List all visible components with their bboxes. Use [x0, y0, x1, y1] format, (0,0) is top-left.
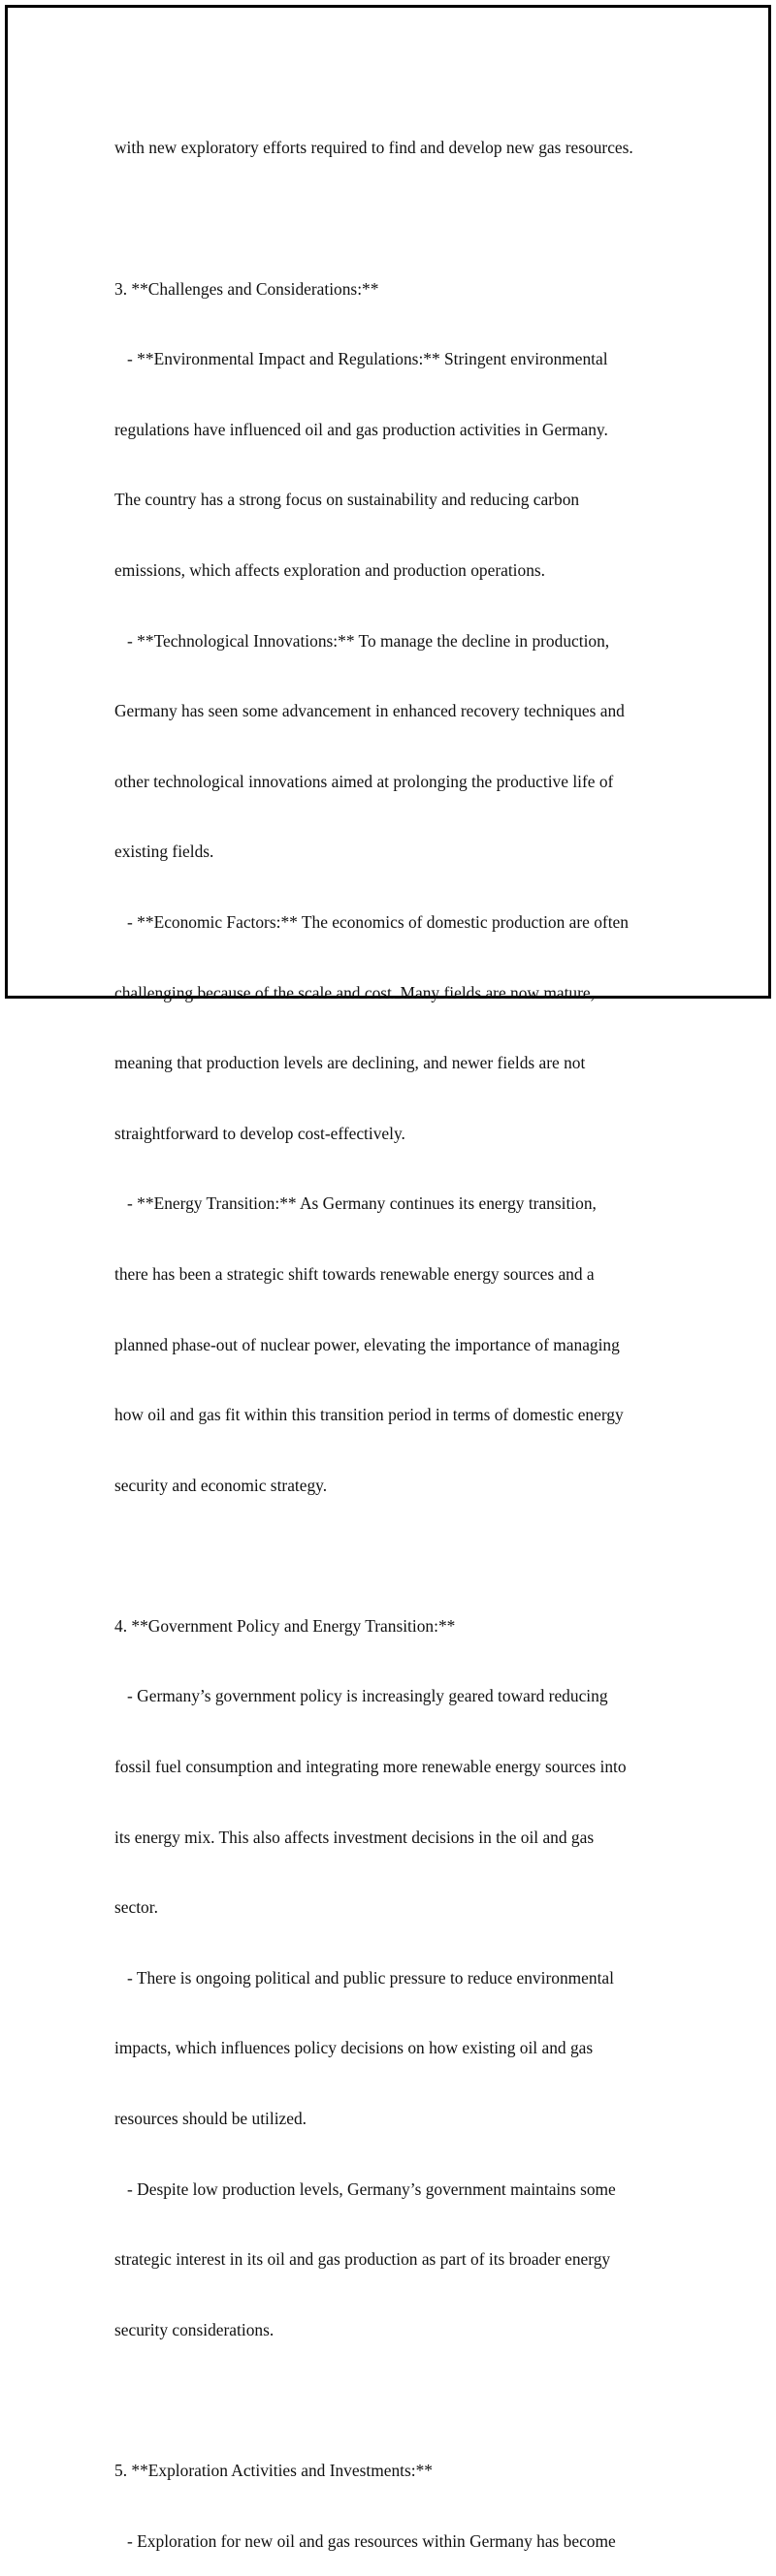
text-line: challenging because of the scale and cost. Many fields are now mature, [114, 982, 595, 1002]
text-line: regulations have influenced oil and gas production activities in Germany. [114, 419, 608, 439]
text-line: - **Environmental Impact and Regulations:** Stringent environmental [114, 349, 608, 369]
blank-line [114, 207, 696, 230]
text-line: planned phase-out of nuclear power, elevating the importance of managing [114, 1334, 620, 1354]
text-line: - Exploration for new oil and gas resources within Germany has become [114, 2530, 616, 2551]
text-line: other technological innovations aimed at prolonging the productive life of [114, 771, 614, 791]
text-line: Germany has seen some advancement in enhanced recovery techniques and [114, 701, 625, 721]
document-text [114, 89, 696, 2576]
text-line: - **Technological Innovations:** To manage the decline in production, [114, 630, 610, 651]
text-line: impacts, which influences policy decisions on how existing oil and gas [114, 2038, 594, 2058]
text-line: existing fields. [114, 842, 214, 862]
text-line: The country has a strong focus on sustainability and reducing carbon [114, 490, 580, 510]
text-line: - **Economic Factors:** The economics of domestic production are often [114, 911, 629, 932]
text-line: its energy mix. This also affects investment decisions in the oil and gas [114, 1827, 595, 1847]
text-line: fossil fuel consumption and integrating more renewable energy sources into [114, 1757, 627, 1777]
text-line: - Germany’s government policy is increasingly geared toward reducing [114, 1686, 608, 1706]
blank-line [114, 1543, 696, 1567]
text-line: there has been a strategic shift towards renewable energy sources and a [114, 1263, 595, 1284]
text-line: - **Energy Transition:** As Germany continues its energy transition, [114, 1193, 597, 1214]
text-line: sector. [114, 1897, 158, 1918]
text-line: straightforward to develop cost-effectively. [114, 1123, 405, 1143]
section-heading-challenges: 3. **Challenges and Considerations:** [114, 278, 379, 299]
section-heading-government-policy: 4. **Government Policy and Energy Transition:** [114, 1615, 456, 1636]
text-line: with new exploratory efforts required to find and develop new gas resources. [114, 138, 633, 158]
text-line: meaning that production levels are declining, and newer fields are not [114, 1053, 586, 1073]
text-line: security and economic strategy. [114, 1475, 328, 1495]
section-heading-exploration: 5. **Exploration Activities and Investments:** [114, 2461, 433, 2480]
text-line: resources should be utilized. [114, 2109, 307, 2129]
text-line: how oil and gas fit within this transition period in terms of domestic energy [114, 1405, 624, 1425]
text-line: - Despite low production levels, Germany’s government maintains some [114, 2178, 616, 2199]
text-line: security considerations. [114, 2319, 275, 2339]
text-line: strategic interest in its oil and gas production as part of its broader energy [114, 2249, 611, 2270]
blank-line [114, 2388, 696, 2411]
text-line: emissions, which affects exploration and production operations. [114, 559, 546, 580]
text-line: - There is ongoing political and public pressure to reduce environmental [114, 1967, 614, 1988]
